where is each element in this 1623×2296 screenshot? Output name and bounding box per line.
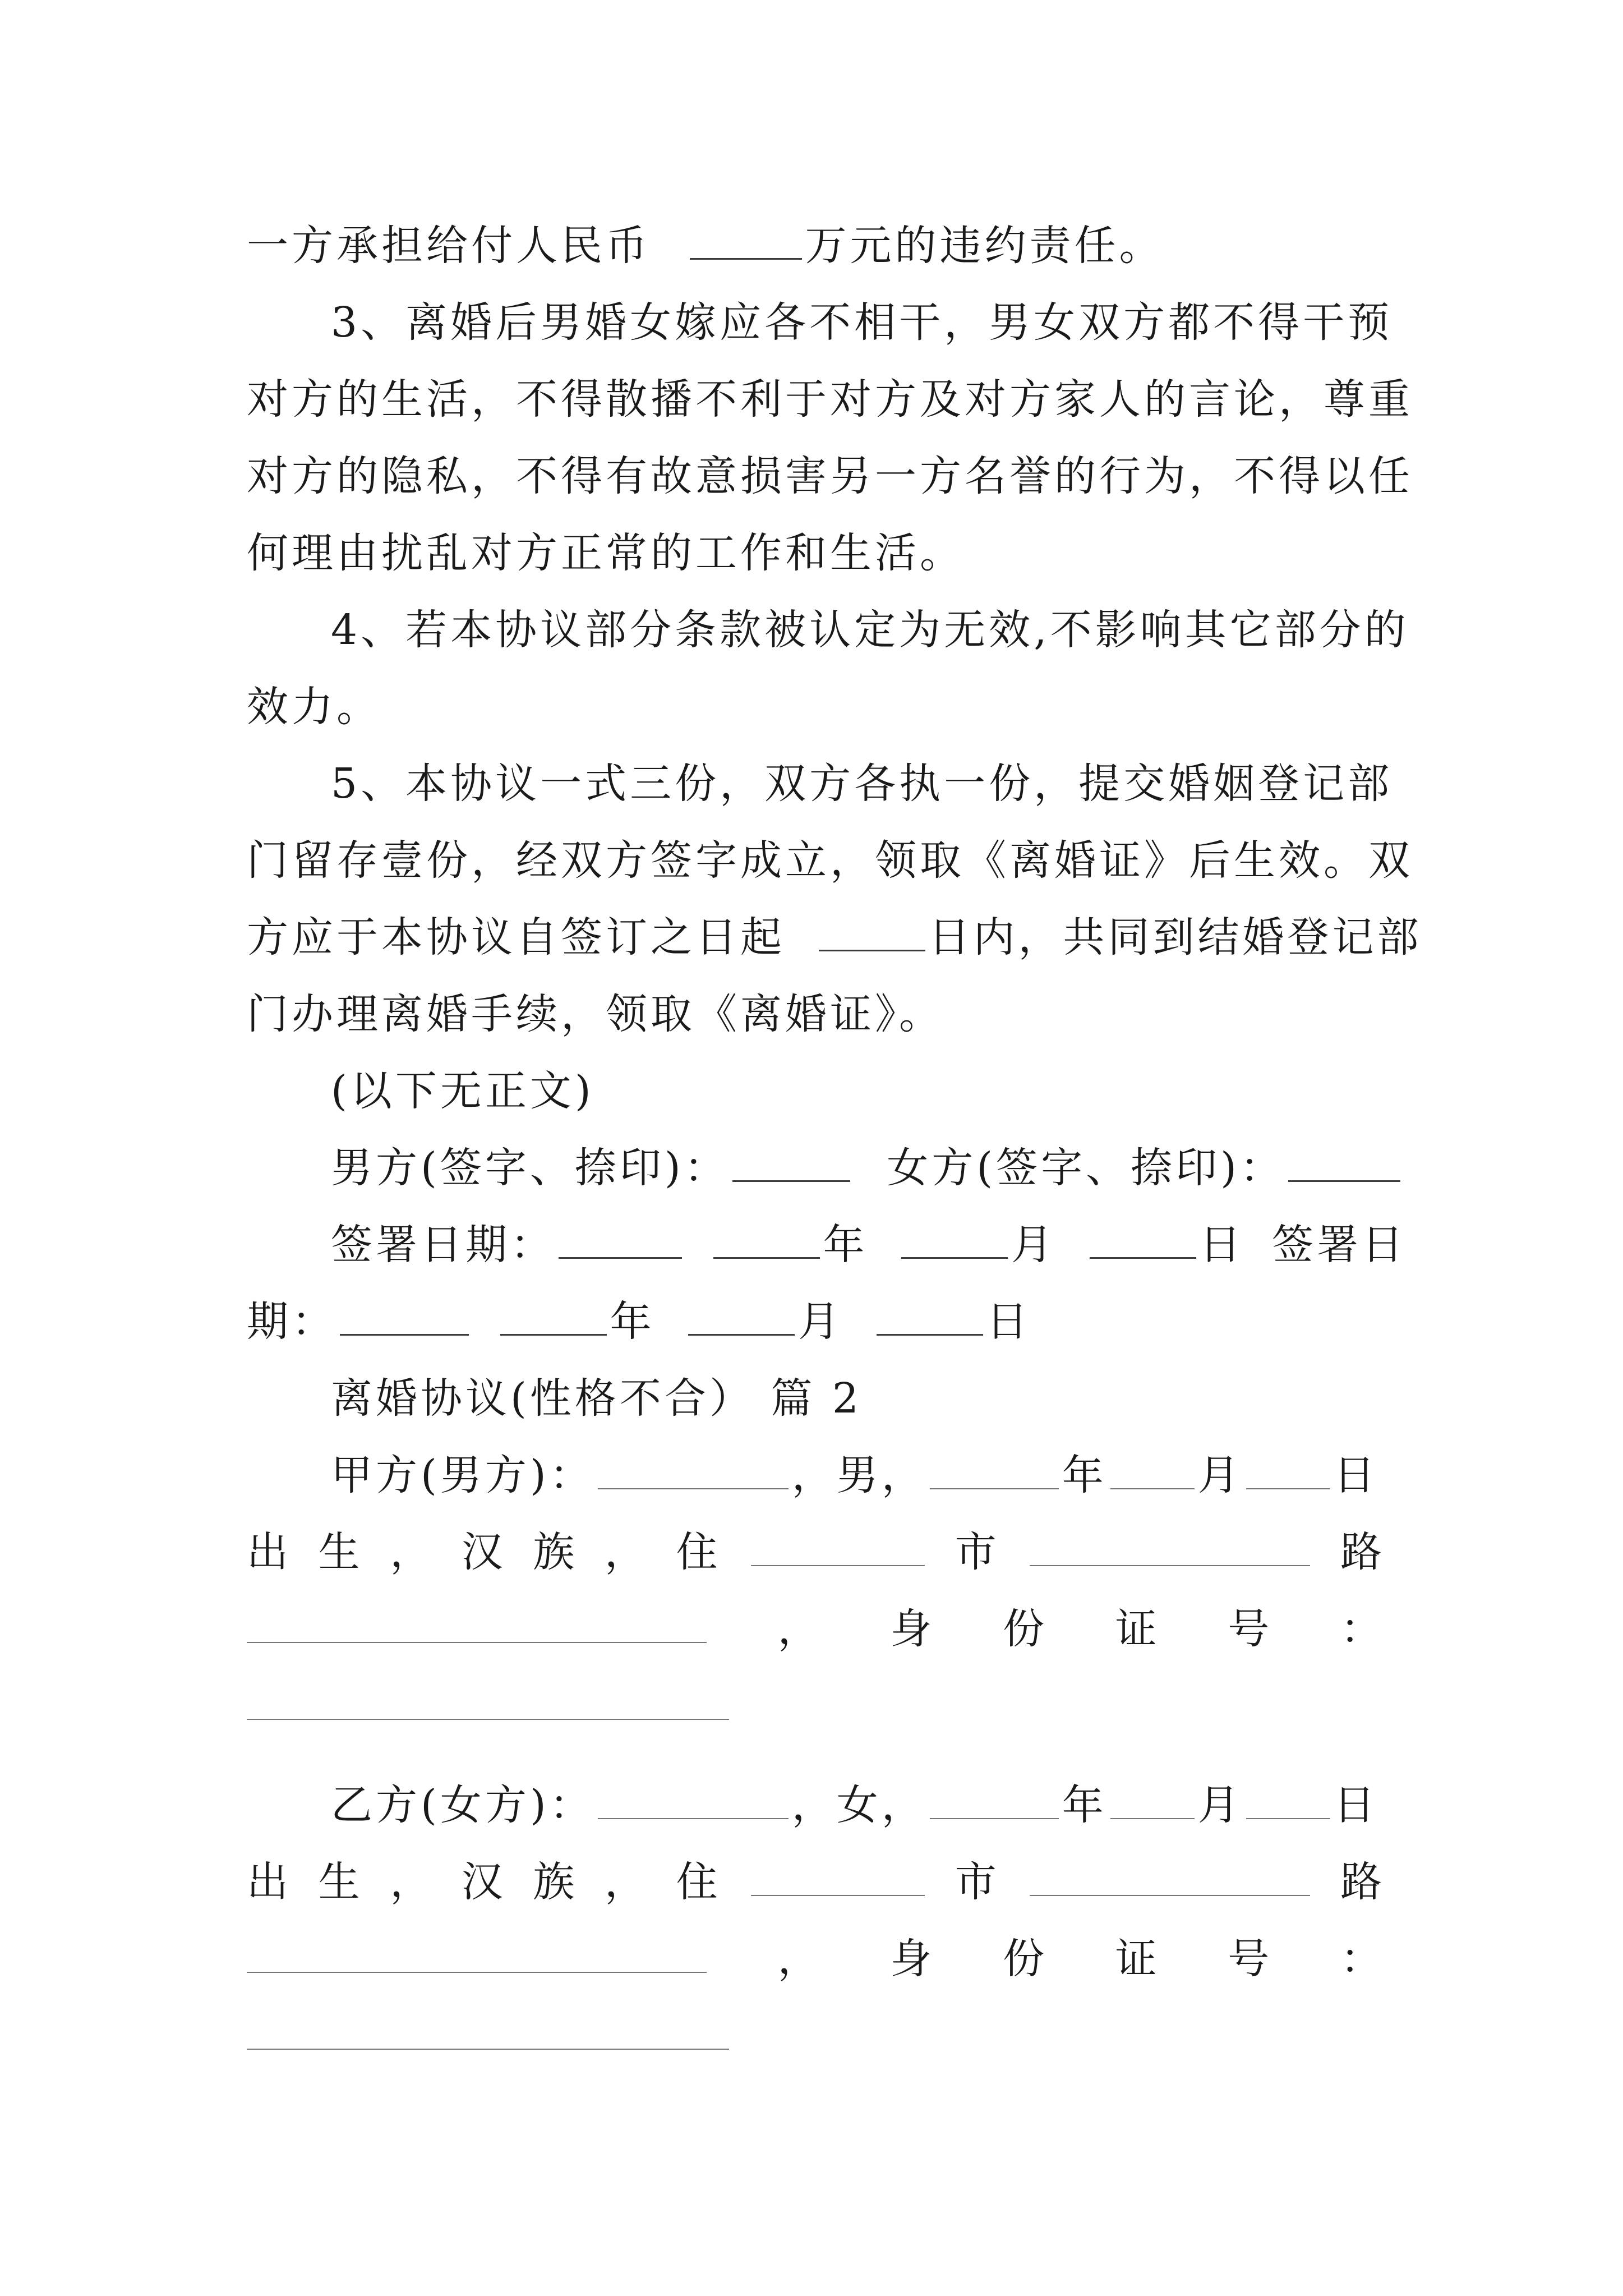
male-signature-label: 男方(签字、捺印)： [331, 1144, 729, 1192]
clause-5-line-3-after: 日内，共同到结婚登记部 [928, 913, 1422, 961]
female-signature-blank [1288, 1147, 1400, 1182]
party-a-id-blank [247, 1685, 729, 1720]
male-signature-blank [732, 1147, 850, 1182]
party-b-id-3: 份 [1002, 1935, 1048, 1983]
clause-3-line-4: 何理由扰乱对方正常的工作和生活。 [247, 529, 965, 577]
party-a-road-detail-blank [247, 1608, 707, 1643]
sign-date-blank-1 [559, 1223, 682, 1259]
party-b-id-2: 身 [890, 1935, 935, 1983]
party-b-id-blank [247, 2015, 729, 2050]
party-b-month-blank [1110, 1784, 1195, 1819]
party-a-gender: ，男， [791, 1451, 926, 1499]
penalty-text-after: 万元的违约责任。 [805, 222, 1164, 270]
document-page [247, 208, 1422, 2074]
sign-year-label-2: 年 [610, 1297, 655, 1346]
party-b-born-1: 出 [247, 1858, 292, 1906]
party-b-id-6: ： [1340, 1935, 1385, 1983]
party-a-born-1: 出 [247, 1528, 292, 1576]
party-a-city-blank [751, 1531, 925, 1566]
party-b-id-1: ， [777, 1935, 823, 1983]
party-a-born-2: 生 [318, 1528, 363, 1576]
party-a-born-7: 住 [676, 1528, 721, 1576]
party-a-road-label: 路 [1340, 1528, 1385, 1576]
party-b-id-5: 号 [1228, 1935, 1273, 1983]
clause-3-line-1: 3、离婚后男婚女嫁应各不相干，男女双方都不得干预 [331, 298, 1393, 347]
party-a-born-6: ， [604, 1528, 649, 1576]
party-a-id-2: 身 [890, 1605, 935, 1653]
party-b-road-detail-blank [247, 1938, 707, 1973]
sign-date-label: 签署日期： [331, 1221, 555, 1269]
party-a-id-5: 号 [1228, 1605, 1273, 1653]
sign-date-blank-2 [340, 1300, 469, 1336]
sign-month-label-2: 月 [798, 1297, 843, 1346]
party-a-year-label: 年 [1062, 1451, 1107, 1499]
party-a-id-4: 证 [1115, 1605, 1160, 1653]
sign-month-label: 月 [1011, 1221, 1057, 1269]
party-b-name-blank [598, 1784, 789, 1819]
party-b-year-blank [930, 1784, 1059, 1819]
party-b-born-7: 住 [676, 1858, 721, 1906]
party-a-month-blank [1110, 1455, 1195, 1489]
party-b-road-blank [1030, 1861, 1310, 1896]
party-a-road-blank [1030, 1531, 1310, 1566]
clause-4-line-2: 效力。 [247, 683, 381, 731]
party-a-id-1: ， [777, 1605, 823, 1653]
party-a-born-3: ， [390, 1528, 435, 1576]
sign-year-label: 年 [823, 1221, 868, 1269]
no-further-text-note: (以下无正文) [331, 1067, 594, 1115]
sign-date-label-split-b: 期： [247, 1297, 336, 1346]
sign-day-label-2: 日 [986, 1297, 1031, 1346]
sign-month-blank-2 [688, 1300, 795, 1336]
party-b-born-2: 生 [318, 1858, 363, 1906]
party-b-label: 乙方(女方)： [331, 1781, 594, 1829]
clause-5-line-2: 门留存壹份，经双方签字成立，领取《离婚证》后生效。双 [247, 836, 1413, 885]
party-a-line-3 [247, 1591, 1385, 1668]
clause-5-line-4: 门办理离婚手续，领取《离婚证》。 [247, 990, 944, 1038]
party-b-city-blank [751, 1861, 925, 1896]
party-a-born-4: 汉 [461, 1528, 506, 1576]
party-b-born-6: ， [604, 1858, 649, 1906]
clause-5-line-3 [247, 899, 1422, 976]
party-a-line-4 [247, 1668, 1385, 1745]
party-b-gender: ，女， [791, 1781, 926, 1829]
party-b-day-blank [1246, 1784, 1330, 1819]
party-b-id-4: 证 [1115, 1935, 1160, 1983]
party-a-line-1 [247, 1437, 1385, 1514]
article-2-title: 离婚协议(性格不合） 篇 2 [331, 1374, 862, 1423]
party-b-line-4 [247, 1998, 1385, 2074]
party-b-born-3: ， [390, 1858, 435, 1906]
sign-day-label: 日 [1199, 1221, 1244, 1269]
amount-blank [690, 224, 802, 260]
party-b-line-1 [247, 1767, 1385, 1844]
clause-5-line-1: 5、本协议一式三份，双方各执一份，提交婚姻登记部 [331, 760, 1393, 808]
days-blank [819, 916, 925, 951]
sign-date-line-1 [247, 1207, 1407, 1283]
party-a-city-label: 市 [955, 1528, 1000, 1576]
party-a-id-3: 份 [1002, 1605, 1048, 1653]
party-a-month-label: 月 [1197, 1451, 1243, 1499]
party-b-day-label: 日 [1333, 1781, 1378, 1829]
sign-date-line-2 [247, 1283, 1385, 1360]
sign-year-blank-2 [500, 1300, 607, 1336]
sign-date-label-split-a: 签署日 [1272, 1221, 1407, 1269]
party-b-city-label: 市 [955, 1858, 1000, 1906]
party-b-line-2 [247, 1844, 1385, 1921]
party-b-born-4: 汉 [461, 1858, 506, 1906]
clause-4-line-1: 4、若本协议部分条款被认定为无效,不影响其它部分的 [331, 606, 1409, 654]
party-a-name-blank [598, 1455, 789, 1489]
clause-5-line-3-before: 方应于本协议自签订之日起 [247, 913, 785, 961]
party-a-line-2 [247, 1514, 1385, 1591]
clause-3-line-3: 对方的隐私，不得有故意损害另一方名誉的行为，不得以任 [247, 452, 1413, 500]
penalty-line [247, 208, 1385, 284]
signature-line [247, 1130, 1385, 1207]
party-a-day-blank [1246, 1455, 1330, 1489]
sign-day-blank-2 [877, 1300, 983, 1336]
party-a-year-blank [930, 1455, 1059, 1489]
sign-year-blank [713, 1223, 820, 1259]
sign-month-blank [901, 1223, 1008, 1259]
party-b-year-label: 年 [1062, 1781, 1107, 1829]
party-b-road-label: 路 [1340, 1858, 1385, 1906]
party-b-born-5: 族 [533, 1858, 578, 1906]
penalty-text-before: 一方承担给付人民币 [247, 222, 651, 270]
sign-day-blank [1090, 1223, 1196, 1259]
clause-3-line-2: 对方的生活，不得散播不利于对方及对方家人的言论，尊重 [247, 375, 1413, 424]
party-a-born-5: 族 [533, 1528, 578, 1576]
party-a-label: 甲方(男方)： [331, 1451, 594, 1499]
party-b-line-3 [247, 1921, 1385, 1998]
party-a-id-6: ： [1340, 1605, 1385, 1653]
party-a-day-label: 日 [1333, 1451, 1378, 1499]
party-b-month-label: 月 [1197, 1781, 1243, 1829]
female-signature-label: 女方(签字、捺印)： [887, 1144, 1285, 1192]
